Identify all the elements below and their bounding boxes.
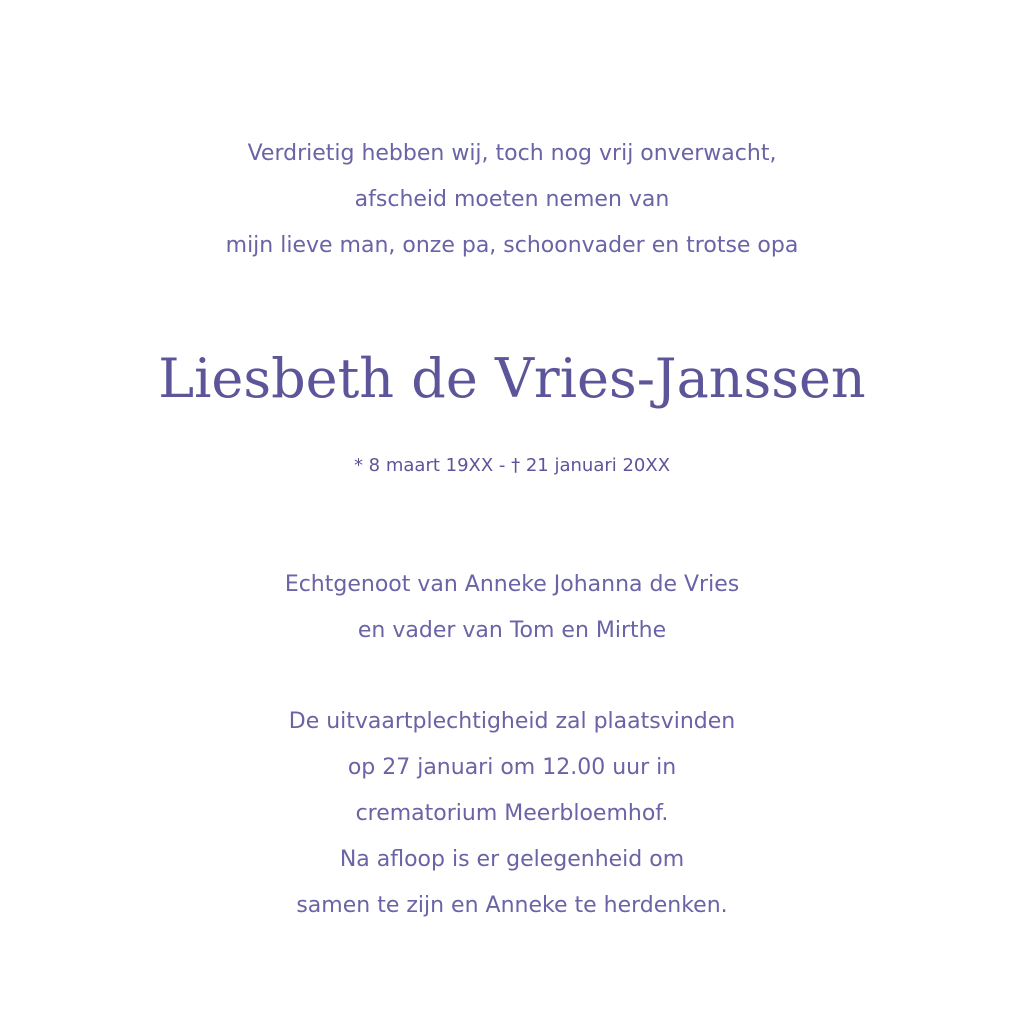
- family-line-2: en vader van Tom en Mirthe: [357, 618, 667, 643]
- family-line-1: Echtgenoot van Anneke Johanna de Vries: [284, 572, 740, 597]
- life-dates: * 8 maart 19XX - † 21 januari 20XX: [353, 455, 671, 476]
- ceremony-line-3: crematorium Meerbloemhof.: [355, 801, 669, 826]
- ceremony-line-4: Na afloop is er gelegenheid om: [339, 847, 685, 872]
- ceremony-line-1: De uitvaartplechtigheid zal plaatsvinden: [288, 709, 736, 734]
- intro-line-2: afscheid moeten nemen van: [354, 187, 670, 212]
- ceremony-line-5: samen te zijn en Anneke te herdenken.: [296, 893, 728, 918]
- ceremony-line-2: op 27 januari om 12.00 uur in: [347, 755, 677, 780]
- intro-line-3: mijn lieve man, onze pa, schoonvader en trotse opa: [225, 233, 799, 258]
- intro-line-1: Verdrietig hebben wij, toch nog vrij onverwacht,: [247, 141, 777, 166]
- deceased-name: Liesbeth de Vries-Janssen: [158, 347, 866, 410]
